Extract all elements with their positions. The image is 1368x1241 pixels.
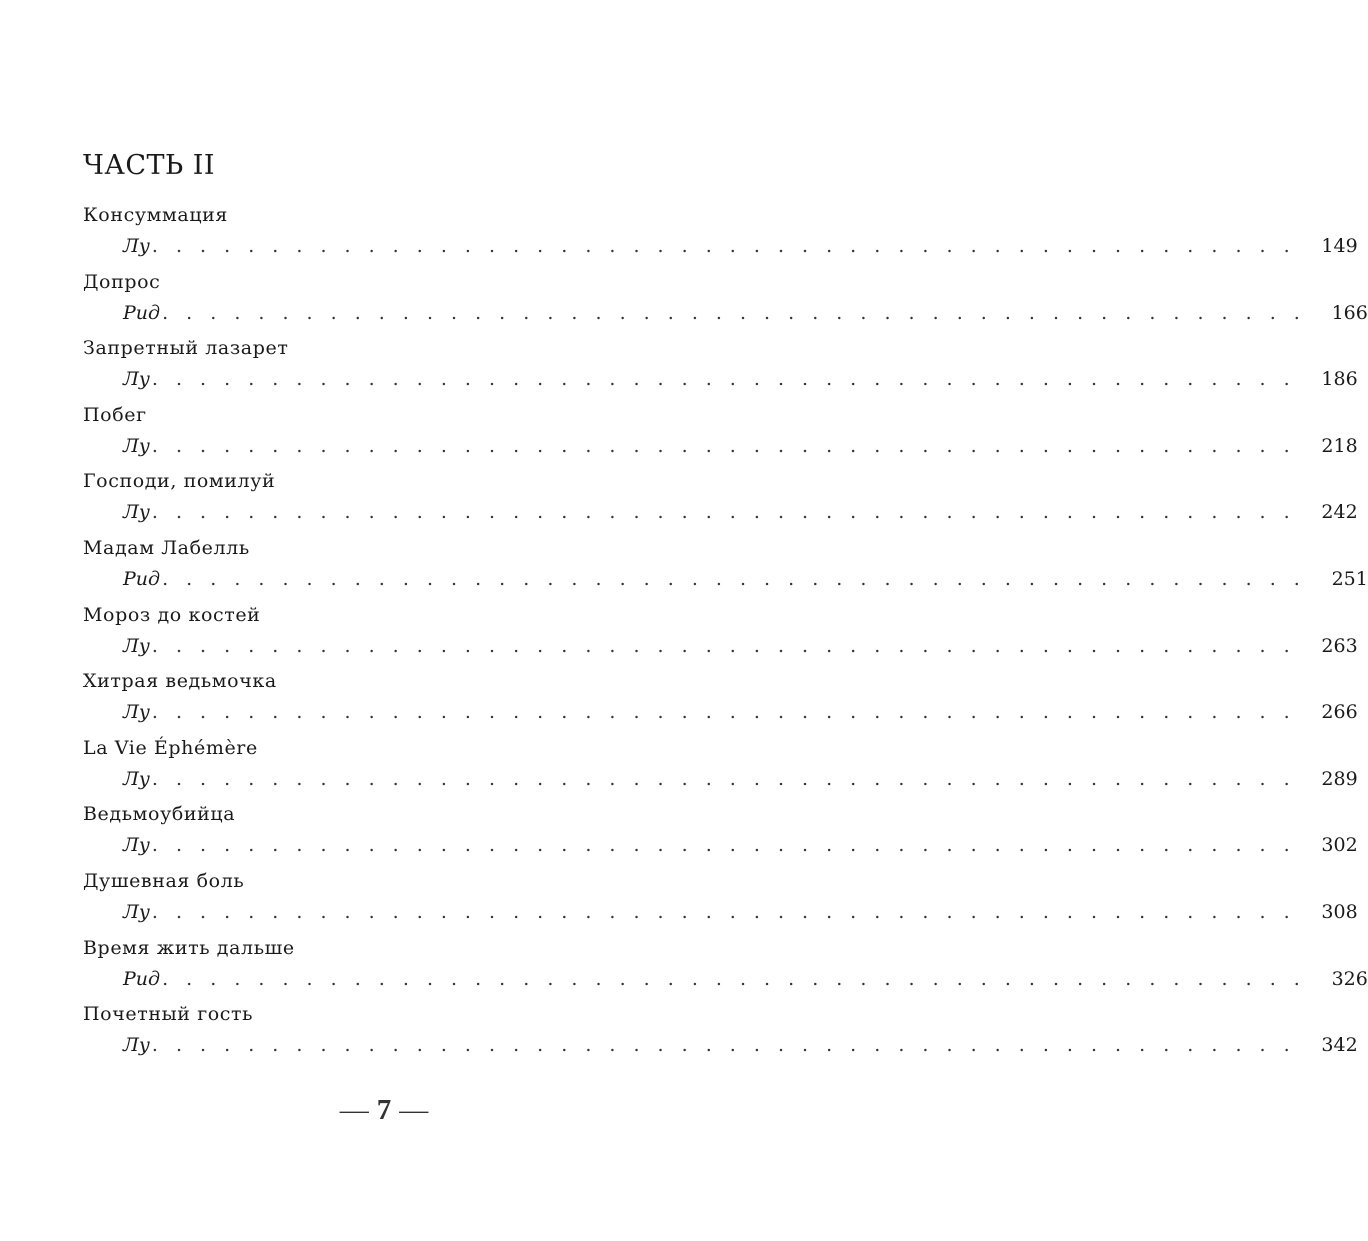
narrator-row — [123, 565, 1368, 593]
narrator-name: Лу — [123, 501, 150, 524]
narrator-row — [123, 232, 1358, 260]
dot-leader: . . . . . . . . . . . . . . . . . . . . . . . . . . . . . . . . . . . . . . . . . . . . . . . . — [151, 701, 1296, 724]
narrator-row — [123, 898, 1358, 926]
narrator-row — [123, 698, 1358, 726]
toc-entry — [83, 731, 1358, 798]
chapter-title: Господи, помилуй — [83, 470, 276, 493]
toc-entry — [83, 464, 1358, 531]
dot-leader: . . . . . . . . . . . . . . . . . . . . . . . . . . . . . . . . . . . . . . . . . . . . . . . . — [151, 235, 1296, 257]
page-number: 7 — [376, 1094, 392, 1126]
dot-leader: . . . . . . . . . . . . . . . . . . . . . . . . . . . . . . . . . . . . . . . . . . . . . . . . — [151, 434, 1296, 457]
chapter-page-number: 302 — [1321, 834, 1358, 857]
narrator-name: Лу — [123, 634, 150, 657]
narrator-name: Рид — [123, 567, 161, 590]
toc-entry — [83, 598, 1358, 665]
folio-dash-left: — — [339, 1094, 369, 1126]
toc-entry — [83, 531, 1368, 598]
chapter-page-number: 326 — [1331, 967, 1368, 990]
chapter-title: Хитрая ведьмочка — [83, 670, 277, 693]
toc-entry — [83, 398, 1358, 465]
toc-entry — [83, 265, 1368, 332]
chapter-title: Душевная боль — [83, 869, 245, 892]
toc-entry — [83, 664, 1358, 731]
narrator-row — [123, 498, 1358, 526]
chapter-page-number: 218 — [1321, 434, 1358, 457]
dot-leader: . . . . . . . . . . . . . . . . . . . . . . . . . . . . . . . . . . . . . . . . . . . . . . . . — [151, 834, 1296, 857]
chapter-title: Допрос — [83, 270, 161, 293]
narrator-name: Лу — [123, 434, 150, 457]
dot-leader: . . . . . . . . . . . . . . . . . . . . . . . . . . . . . . . . . . . . . . . . . . . . . . . . — [151, 368, 1296, 391]
chapter-title: Побег — [83, 403, 147, 426]
chapter-page-number: 242 — [1321, 501, 1358, 524]
chapter-title: Время жить дальше — [83, 936, 295, 959]
chapter-page-number: 342 — [1321, 1034, 1358, 1057]
dot-leader: . . . . . . . . . . . . . . . . . . . . . . . . . . . . . . . . . . . . . . . . . . . . . . . . — [151, 767, 1296, 790]
narrator-name: Лу — [123, 834, 150, 857]
narrator-row — [123, 299, 1368, 327]
dot-leader: . . . . . . . . . . . . . . . . . . . . . . . . . . . . . . . . . . . . . . . . . . . . . . . . — [162, 567, 1306, 590]
chapter-page-number: 166 — [1331, 301, 1368, 324]
dot-leader: . . . . . . . . . . . . . . . . . . . . . . . . . . . . . . . . . . . . . . . . . . . . . . . . — [151, 900, 1296, 923]
narrator-name: Лу — [123, 1034, 150, 1057]
narrator-name: Рид — [123, 967, 161, 990]
chapter-title: Ведьмоубийца — [83, 803, 236, 826]
chapter-title: La Vie Éphémère — [83, 736, 258, 759]
table-of-contents — [83, 198, 1368, 1064]
narrator-name: Лу — [123, 767, 150, 790]
narrator-row — [123, 965, 1368, 993]
narrator-row — [123, 432, 1358, 460]
toc-entry — [83, 331, 1358, 398]
dot-leader: . . . . . . . . . . . . . . . . . . . . . . . . . . . . . . . . . . . . . . . . . . . . . . . . — [151, 634, 1296, 657]
narrator-row — [123, 765, 1358, 793]
dot-leader: . . . . . . . . . . . . . . . . . . . . . . . . . . . . . . . . . . . . . . . . . . . . . . . . — [162, 967, 1306, 990]
toc-entry — [83, 997, 1358, 1064]
chapter-title: Мороз до костей — [83, 603, 261, 626]
narrator-name: Лу — [123, 235, 150, 257]
chapter-page-number: 251 — [1331, 567, 1368, 590]
folio-dash-right: — — [399, 1094, 429, 1126]
narrator-row — [123, 632, 1358, 660]
narrator-row — [123, 831, 1358, 859]
chapter-page-number: 149 — [1321, 235, 1358, 257]
chapter-title: Запретный лазарет — [83, 337, 289, 360]
narrator-name: Лу — [123, 900, 150, 923]
narrator-name: Лу — [123, 368, 150, 391]
toc-entry — [83, 931, 1368, 998]
chapter-page-number: 289 — [1321, 767, 1358, 790]
narrator-name: Лу — [123, 701, 150, 724]
chapter-title: Мадам Лабелль — [83, 536, 250, 559]
toc-entry — [83, 797, 1358, 864]
part-title: ЧАСТЬ II — [83, 150, 216, 181]
toc-entry — [83, 864, 1358, 931]
page-folio — [0, 1094, 768, 1127]
chapter-title: Консуммация — [83, 204, 228, 226]
narrator-name: Рид — [123, 301, 161, 324]
chapter-page-number: 308 — [1321, 900, 1358, 923]
dot-leader: . . . . . . . . . . . . . . . . . . . . . . . . . . . . . . . . . . . . . . . . . . . . . . . . — [151, 501, 1296, 524]
narrator-row — [123, 1031, 1358, 1059]
chapter-page-number: 263 — [1321, 634, 1358, 657]
narrator-row — [123, 365, 1358, 393]
dot-leader: . . . . . . . . . . . . . . . . . . . . . . . . . . . . . . . . . . . . . . . . . . . . . . . . — [162, 301, 1306, 324]
chapter-title: Почетный гость — [83, 1003, 254, 1026]
chapter-page-number: 266 — [1321, 701, 1358, 724]
dot-leader: . . . . . . . . . . . . . . . . . . . . . . . . . . . . . . . . . . . . . . . . . . . . . . . . — [151, 1034, 1296, 1057]
toc-entry — [83, 198, 1358, 265]
chapter-page-number: 186 — [1321, 368, 1358, 391]
